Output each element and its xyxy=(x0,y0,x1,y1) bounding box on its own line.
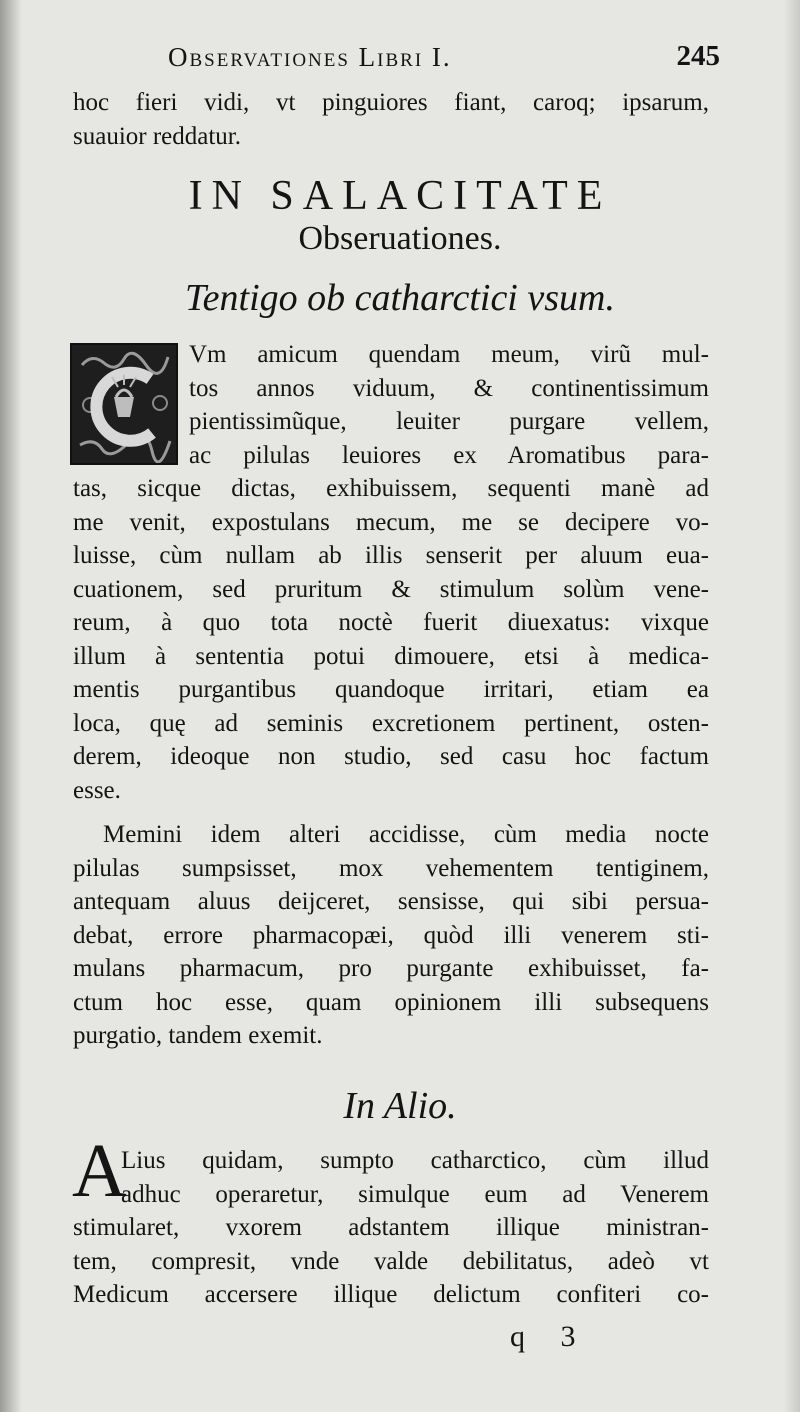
initial-letter-a: A xyxy=(72,1129,127,1213)
text-line: luisse, cùm nullam ab illis senserit per aluum eua- xyxy=(73,542,709,569)
text-line: derem, ideoque non studio, sed casu hoc factum xyxy=(73,743,709,770)
text-line: me venit, expostulans mecum, me se decipere vo- xyxy=(73,508,709,536)
text-line: Memini idem alteri accidisse, cùm media nocte xyxy=(103,821,709,848)
section-title: In Alio. xyxy=(343,1085,457,1127)
paragraph-3 xyxy=(73,1144,709,1312)
text-line: debat, errore pharmacopæi, quòd illi venerem sti- xyxy=(73,921,709,949)
text-line: ac pilulas leuiores ex Aromatibus para- xyxy=(189,441,709,469)
intro-text xyxy=(73,86,709,153)
paragraph-1 xyxy=(73,338,709,807)
text-line: antequam aluus deijceret, sensisse, qui sibi persua- xyxy=(73,888,709,915)
section-title: Tentigo ob catharctici vsum. xyxy=(185,277,615,319)
text-line: Vm amicum quendam meum, virũ mul- xyxy=(189,341,709,368)
page-header xyxy=(60,34,720,84)
text-line: pientissimũque, leuiter purgare vellem, xyxy=(189,408,709,435)
signature-mark: q 3 xyxy=(510,1320,590,1353)
text-line: adhuc operaretur, simulque eum ad Venerem xyxy=(121,1180,709,1208)
text-line: cuationem, sed pruritum & stimulum solùm vene- xyxy=(73,575,709,603)
chapter-subtitle: Obseruationes. xyxy=(298,220,502,257)
text-line: Medicum accersere illique delictum confiteri co- xyxy=(73,1281,709,1308)
chapter-title: IN SALACITATE xyxy=(188,173,612,219)
text-line: suauior reddatur. xyxy=(73,122,242,150)
text-line: pilulas sumpsisset, mox vehementem tentiginem, xyxy=(73,854,709,882)
running-title: Observationes Libri I. xyxy=(168,42,452,72)
text-line: Lius quidam, sumpto catharctico, cùm illud xyxy=(121,1147,709,1174)
text-line: tem, compresit, vnde valde debilitatus, adeò vt xyxy=(73,1247,709,1275)
text-line: ctum hoc esse, quam opinionem illi subsequens xyxy=(73,988,709,1016)
text-line: illum à sententia potui dimouere, etsi à medica- xyxy=(73,642,709,670)
text-line: reum, à quo tota noctè fuerit diuexatus: vixque xyxy=(73,609,709,636)
page-number: 245 xyxy=(676,40,720,72)
text-line: esse. xyxy=(73,776,121,804)
text-line: loca, quę ad seminis excretionem pertinent, osten- xyxy=(73,709,709,737)
text-line: mulans pharmacum, pro purgante exhibuisset, fa- xyxy=(73,955,709,982)
text-line: stimularet, vxorem adstantem illique ministran- xyxy=(73,1214,709,1241)
text-line: tos annos viduum, & continentissimum xyxy=(189,374,709,402)
text-line: tas, sicque dictas, exhibuissem, sequenti manè ad xyxy=(73,475,709,502)
paragraph-2 xyxy=(73,818,709,1053)
text-line: hoc fieri vidi, vt pinguiores fiant, caroq; ipsarum, xyxy=(73,89,709,116)
text-line: mentis purgantibus quandoque irritari, etiam ea xyxy=(73,676,709,703)
text-line: purgatio, tandem exemit. xyxy=(73,1022,323,1049)
